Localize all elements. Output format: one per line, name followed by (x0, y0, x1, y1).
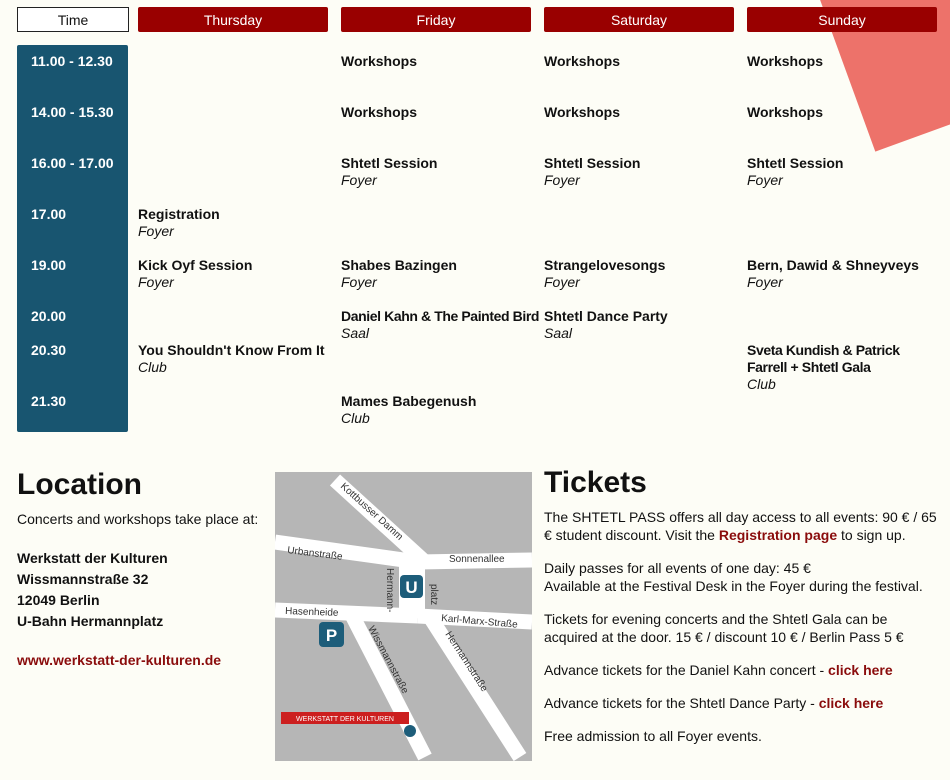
event-title: Workshops (544, 104, 620, 120)
event-title: Shtetl Session (341, 155, 438, 171)
map-image (275, 472, 532, 761)
event-title: Shabes Bazingen (341, 257, 457, 273)
map-label-sonnenalle: Sonnenallee (449, 554, 505, 565)
event-venue: Club (138, 359, 167, 375)
day-header-thursday: Thursday (138, 7, 328, 32)
location-section (17, 468, 267, 671)
map-street-wissmann (353, 617, 425, 757)
time-slot: 14.00 - 15.30 (31, 104, 114, 120)
event-venue: Foyer (747, 274, 783, 290)
schedule-event (341, 53, 541, 70)
event-title: Workshops (341, 53, 417, 69)
event-title: Bern, Dawid & Shneyveys (747, 257, 919, 273)
event-venue: Saal (341, 325, 370, 341)
event-title: Shtetl Session (747, 155, 844, 171)
event-venue: Foyer (544, 172, 580, 188)
venue-marker-icon (404, 725, 416, 737)
event-title: Workshops (341, 104, 417, 120)
event-venue: Foyer (341, 274, 377, 290)
dance-party-tickets (544, 694, 944, 712)
schedule-event (544, 104, 744, 121)
schedule-event (747, 257, 947, 291)
day-header-friday: Friday (341, 7, 531, 32)
time-slot: 19.00 (31, 257, 67, 273)
event-title: Workshops (747, 104, 823, 120)
address-line: 12049 Berlin (17, 592, 100, 608)
event-venue: Foyer (341, 172, 377, 188)
event-title: Sveta Kundish & Patrick Farrell + Shtetl Gala (747, 342, 900, 375)
event-venue: Saal (544, 325, 573, 341)
time-slot: 16.00 - 17.00 (31, 155, 114, 171)
event-venue: Foyer (138, 223, 174, 239)
time-header: Time (17, 7, 129, 32)
day-header-sunday: Sunday (747, 7, 937, 32)
ubahn-label: U (405, 578, 418, 597)
schedule-event (747, 104, 947, 121)
event-title: Mames Babegenush (341, 393, 477, 409)
schedule-event (341, 393, 541, 427)
location-intro: Concerts and workshops take place at: (17, 511, 259, 527)
event-title: Workshops (747, 53, 823, 69)
map-label-hermannstr: Hermannstraße (442, 629, 490, 694)
map-label-hasenheide: Hasenheide (284, 606, 339, 619)
shtetl-pass-info (544, 508, 944, 544)
time-slot: 21.30 (31, 393, 67, 409)
time-slot: 20.30 (31, 342, 67, 358)
event-title: Registration (138, 206, 220, 222)
parking-label: P (325, 626, 338, 645)
event-title: Kick Oyf Session (138, 257, 253, 273)
ticket-text: Available at the Festival Desk in the Foyer during the festival. (544, 578, 923, 594)
ticket-text: The SHTETL PASS offers all day access to all events: 90 € / 65 € student discount. Visit the (544, 509, 937, 543)
map-label-kottbusser: Kottbusser Damm (337, 481, 405, 543)
schedule-event (341, 155, 541, 189)
map-label-wissmann: Wissmannstraße (365, 624, 411, 696)
schedule-event (138, 342, 338, 376)
event-venue: Foyer (544, 274, 580, 290)
ticket-text: Advance tickets for the Shtetl Dance Party - (544, 695, 819, 711)
location-heading: Location (17, 468, 142, 501)
time-slot: 11.00 - 12.30 (31, 53, 113, 69)
day-header-saturday: Saturday (544, 7, 734, 32)
schedule-event (341, 104, 541, 121)
dance-party-link[interactable]: click here (818, 695, 884, 711)
schedule-event (138, 206, 338, 240)
daniel-kahn-link[interactable]: click here (828, 662, 893, 678)
event-venue: Club (341, 410, 370, 426)
event-venue: Foyer (138, 274, 174, 290)
venue-label: WERKSTATT DER KULTUREN (296, 716, 394, 723)
address-line: U-Bahn Hermannplatz (17, 613, 164, 629)
schedule-event (747, 155, 947, 189)
map-label-karl-marx: Karl-Marx-Straße (440, 613, 519, 631)
event-venue: Club (747, 376, 776, 392)
tickets-section (544, 466, 944, 760)
schedule-event (138, 257, 338, 291)
tickets-heading: Tickets (544, 466, 647, 499)
map-label-urban: Urbanstraße (286, 545, 344, 563)
event-title: Shtetl Session (544, 155, 641, 171)
ticket-text: to sign up. (837, 527, 906, 543)
map-label-hermann: Hermann- (384, 568, 395, 613)
daily-pass-info (544, 559, 944, 595)
foyer-admission-info: Free admission to all Foyer events. (544, 728, 762, 744)
event-title: Workshops (544, 53, 620, 69)
schedule-event (747, 342, 942, 393)
event-venue: Foyer (747, 172, 783, 188)
schedule-event (544, 53, 744, 70)
schedule-event (544, 155, 744, 189)
time-slot: 17.00 (31, 206, 67, 222)
event-title: Shtetl Dance Party (544, 308, 668, 324)
evening-tickets-info: Tickets for evening concerts and the Shtetl Gala can be acquired at the door. 15 € / discount 10 € / Berlin Pass 5 € (544, 611, 904, 645)
schedule-event (747, 53, 947, 70)
schedule-event (341, 308, 541, 342)
schedule-event (341, 257, 541, 291)
map-label-platz: platz (428, 584, 439, 606)
ticket-text: Daily passes for all events of one day: 45 € (544, 560, 811, 576)
daniel-kahn-tickets (544, 661, 944, 679)
venue-address (17, 548, 267, 632)
registration-link[interactable]: Registration page (718, 527, 838, 543)
location-map[interactable] (275, 472, 532, 761)
schedule-event (544, 308, 744, 342)
ticket-text: Advance tickets for the Daniel Kahn concert - (544, 662, 829, 678)
venue-website-link[interactable]: www.werkstatt-der-kulturen.de (17, 652, 222, 668)
map-street-hermannstr (430, 617, 520, 757)
address-line: Wissmannstraße 32 (17, 571, 149, 587)
event-title: Daniel Kahn & The Painted Bird (341, 308, 540, 324)
address-line: Werkstatt der Kulturen (17, 550, 168, 566)
event-title: Strangelovesongs (544, 257, 666, 273)
event-title: You Shouldn't Know From It (138, 342, 325, 358)
time-slot: 20.00 (31, 308, 67, 324)
schedule-event (544, 257, 744, 291)
